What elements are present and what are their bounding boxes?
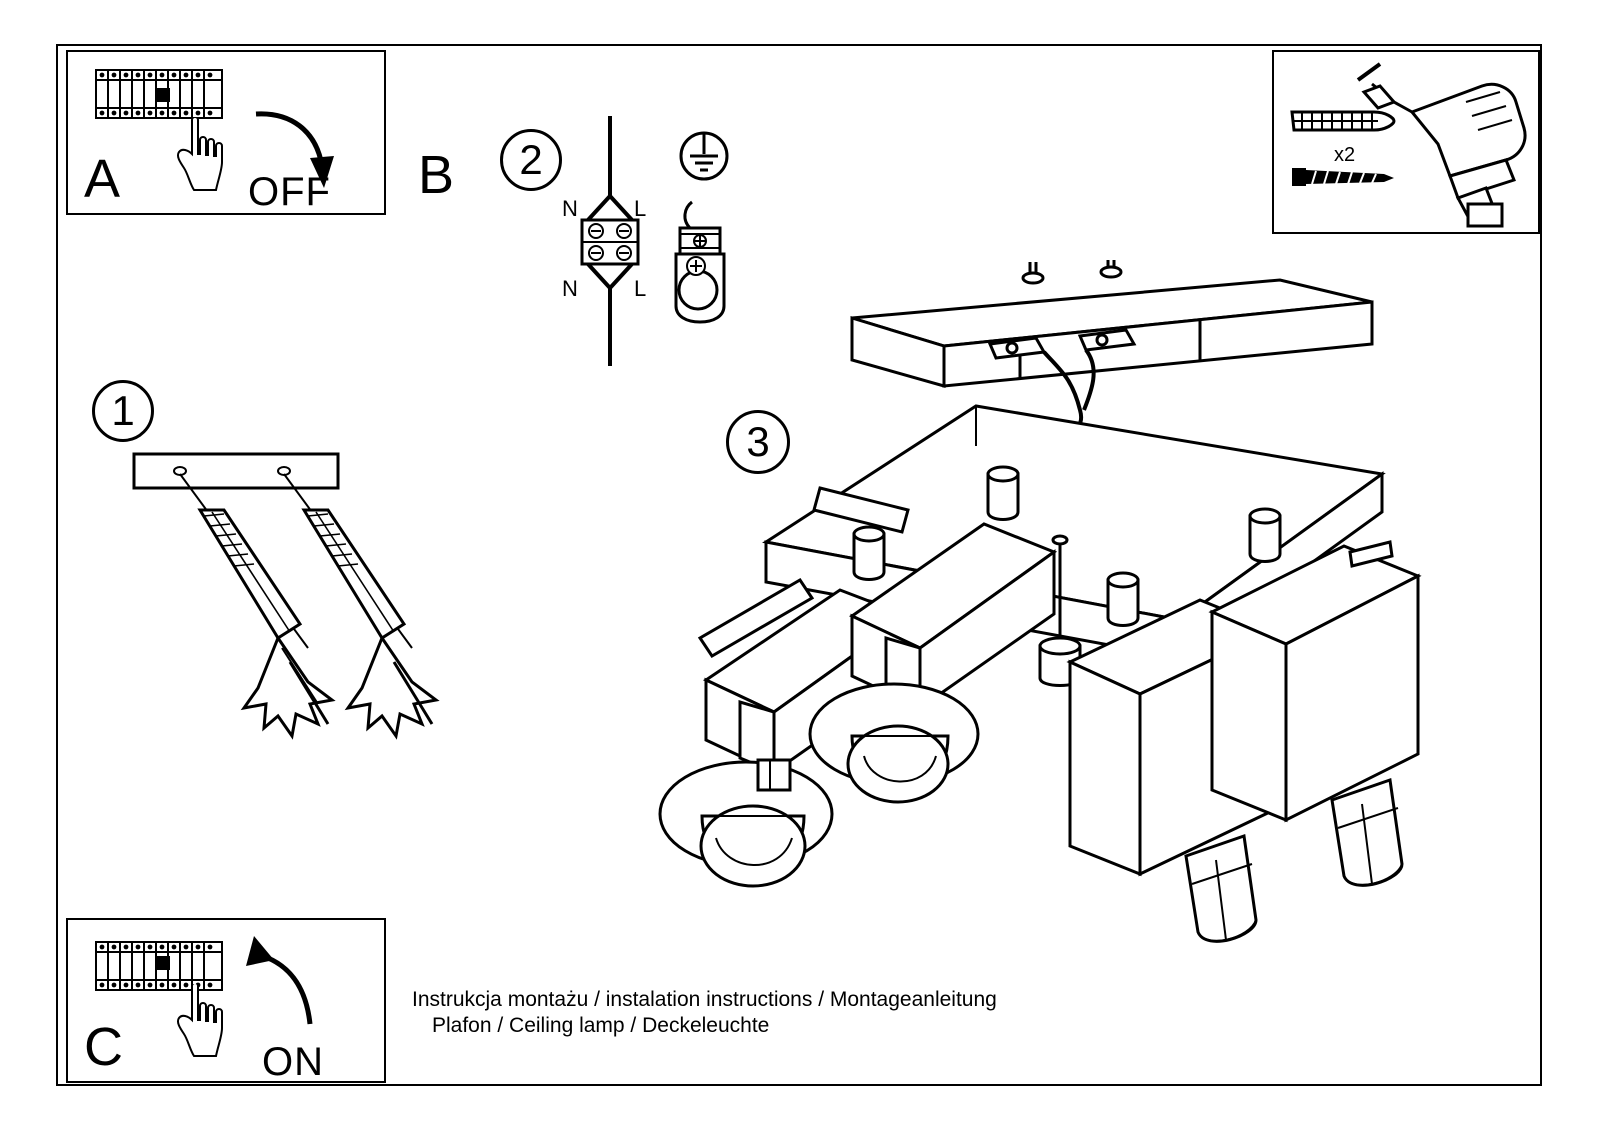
hand-pointing-icon (168, 984, 238, 1064)
panel-tools (1272, 50, 1540, 234)
panel-a-letter: A (84, 149, 121, 209)
wall-plug-anchor-icon (1288, 100, 1398, 142)
mounting-bracket-plate-icon (132, 452, 502, 762)
terminal-label-n-top: N (562, 196, 578, 221)
terminal-label-l-top: L (634, 196, 647, 221)
panel-c (66, 918, 386, 1083)
arrow-up-curved-icon (244, 930, 334, 1030)
caption-line-2: Plafon / Ceiling lamp / Deckeleuchte (432, 1014, 770, 1037)
power-drill-icon (1354, 58, 1534, 228)
panel-a-state-label: OFF (248, 170, 331, 214)
step-3-number: 3 (746, 418, 770, 465)
step-1-number: 1 (111, 387, 135, 434)
step-2-badge (500, 129, 562, 191)
hand-pointing-icon (168, 118, 238, 198)
terminal-label-l-bottom: L (634, 276, 647, 301)
earth-ground-symbol-icon (668, 130, 740, 200)
panel-c-state-label: ON (262, 1040, 324, 1084)
four-spot-ceiling-lamp-icon (640, 260, 1460, 1000)
panel-c-letter: C (84, 1017, 123, 1077)
panel-a (66, 50, 386, 215)
tools-quantity-label: x2 (1334, 144, 1356, 166)
panel-b-letter: B (418, 145, 455, 205)
step-1-badge (92, 380, 154, 442)
caption-line-1: Instrukcja montażu / instalation instructions / Montageanleitung (412, 988, 997, 1011)
terminal-label-n-bottom: N (562, 276, 578, 301)
ceiling-mount-base-icon (852, 260, 1372, 430)
step-2-number: 2 (519, 136, 543, 183)
